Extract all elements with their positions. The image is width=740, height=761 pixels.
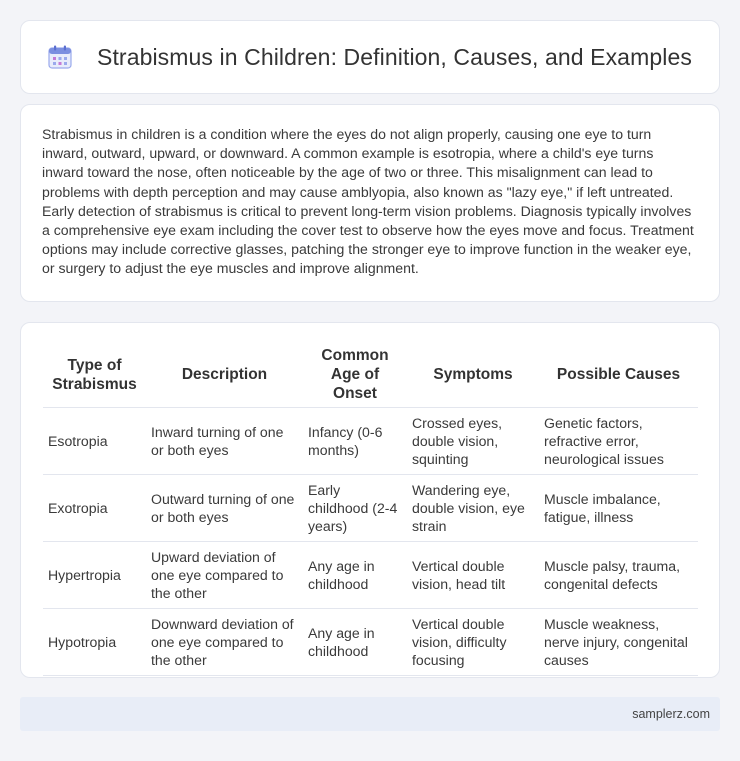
title-card bbox=[20, 20, 720, 94]
strabismus-table bbox=[43, 343, 698, 676]
cell-age-of-onset: Infancy (0-6 months) bbox=[303, 407, 407, 474]
cell-symptoms: Vertical double vision, head tilt bbox=[407, 541, 539, 608]
cell-symptoms: Wandering eye, double vision, eye strain bbox=[407, 474, 539, 541]
calendar-icon bbox=[45, 42, 75, 72]
cell-description: Inward turning of one or both eyes bbox=[146, 407, 303, 474]
header-symptoms: Symptoms bbox=[407, 343, 539, 407]
cell-type: Esotropia bbox=[43, 407, 146, 474]
cell-age-of-onset: Early childhood (2-4 years) bbox=[303, 474, 407, 541]
cell-symptoms: Vertical double vision, difficulty focusing bbox=[407, 608, 539, 675]
footer-site-link[interactable]: samplerz.com bbox=[632, 707, 710, 721]
table-row bbox=[43, 541, 698, 608]
header-age-of-onset: Common Age of Onset bbox=[303, 343, 407, 407]
cell-description: Upward deviation of one eye compared to the other bbox=[146, 541, 303, 608]
cell-possible-causes: Genetic factors, refractive error, neurological issues bbox=[539, 407, 698, 474]
cell-symptoms: Crossed eyes, double vision, squinting bbox=[407, 407, 539, 474]
cell-description: Outward turning of one or both eyes bbox=[146, 474, 303, 541]
cell-description: Downward deviation of one eye compared to the other bbox=[146, 608, 303, 675]
intro-card bbox=[20, 104, 720, 302]
header-description: Description bbox=[146, 343, 303, 407]
table-row bbox=[43, 608, 698, 675]
header-possible-causes: Possible Causes bbox=[539, 343, 698, 407]
cell-type: Exotropia bbox=[43, 474, 146, 541]
table-card bbox=[20, 322, 720, 678]
header-type: Type of Strabismus bbox=[43, 343, 146, 407]
cell-possible-causes: Muscle imbalance, fatigue, illness bbox=[539, 474, 698, 541]
cell-age-of-onset: Any age in childhood bbox=[303, 541, 407, 608]
cell-type: Hypotropia bbox=[43, 608, 146, 675]
footer-bar bbox=[20, 697, 720, 731]
table-header-row bbox=[43, 343, 698, 407]
cell-age-of-onset: Any age in childhood bbox=[303, 608, 407, 675]
table-row bbox=[43, 474, 698, 541]
cell-possible-causes: Muscle palsy, trauma, congenital defects bbox=[539, 541, 698, 608]
table-row bbox=[43, 407, 698, 474]
intro-paragraph: Strabismus in children is a condition where the eyes do not align properly, causing one eye to turn inward, outward, upward, or downward. A common example is esotropia, where a child's eye turns inward toward the nose, often noticeable by the age of two or three. This misalignment can lead to problems with depth perception and may cause amblyopia, also known as "lazy eye," if left untreated. Early detection of strabismus is critical to prevent long-term vision problems. Diagnosis typically involves a comprehensive eye exam including the cover test to observe how the eyes move and focus. Treatment options may include corrective glasses, patching the stronger eye to improve function in the weaker eye, or surgery to adjust the eye muscles and improve alignment. bbox=[42, 126, 694, 277]
page-title: Strabismus in Children: Definition, Causes, and Examples bbox=[97, 43, 692, 70]
cell-possible-causes: Muscle weakness, nerve injury, congenital causes bbox=[539, 608, 698, 675]
cell-type: Hypertropia bbox=[43, 541, 146, 608]
